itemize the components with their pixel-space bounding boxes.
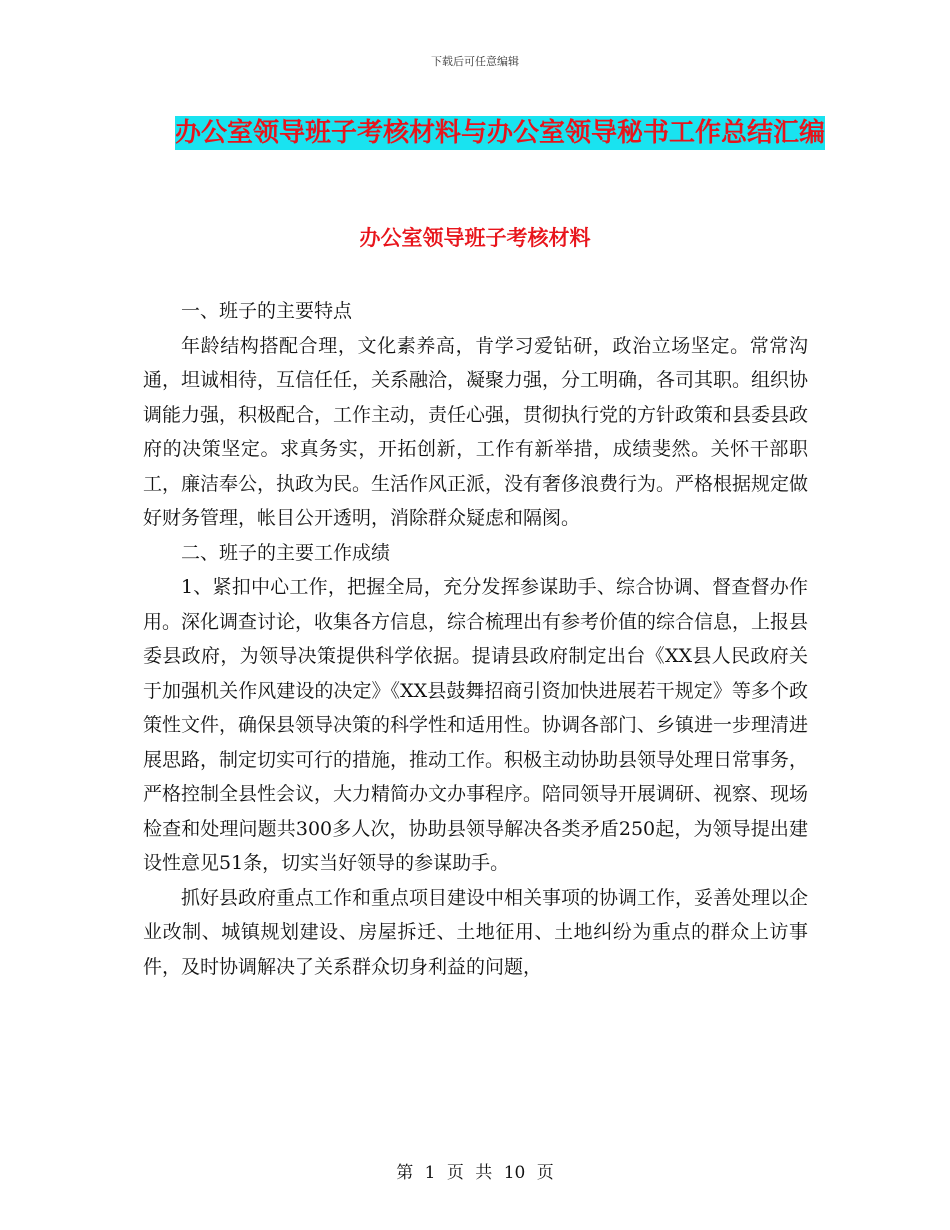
section-title: 办公室领导班子考核材料	[359, 226, 591, 250]
body-paragraph: 抓好县政府重点工作和重点项目建设中相关事项的协调工作，妥善处理以企业改制、城镇规划建设、房屋拆迁、土地征用、土地纠纷为重点的群众上访事件，及时协调解决了关系群众切身利益的问题，	[143, 886, 809, 978]
body-paragraph: 年龄结构搭配合理，文化素养高，肯学习爱钻研，政治立场坚定。常常沟通，坦诚相待，互信任任，关系融洽，凝聚力强，分工明确，各司其职。组织协调能力强，积极配合，工作主动，责任心强，贯彻执行党的方针政策和县委县政府的决策坚定。求真务实，开拓创新，工作有新举措，成绩斐然。关怀干部职工，廉洁奉公，执政为民。生活作风正派，没有奢侈浪费行为。严格根据规定做好财务管理，帐目公开透明，消除群众疑虑和隔阂。	[143, 334, 809, 529]
document-body	[143, 294, 808, 984]
document-title-text: 办公室领导班子考核材料与办公室领导秘书工作总结汇编	[174, 118, 825, 148]
document-title	[150, 108, 850, 158]
heading-paragraph: 二、班子的主要工作成绩	[181, 541, 391, 564]
body-paragraph: 1、紧扣中心工作，把握全局，充分发挥参谋助手、综合协调、督查督办作用。深化调查讨论，收集各方信息，综合梳理出有参考价值的综合信息，上报县委县政府，为领导决策提供科学依据。提请县政府制定出台《XX县人民政府关于加强机关作风建设的决定》《XX县鼓舞招商引资加快进展若干规定》等多个政策性文件，确保县领导决策的科学性和适用性。协调各部门、乡镇进一步理清进展思路，制定切实可行的措施，推动工作。积极主动协助县领导处理日常事务，严格控制全县性会议，大力精简办文办事程序。陪同领导开展调研、视察、现场检查和处理问题共300多人次，协助县领导解决各类矛盾250起，为领导提出建设性意见51条，切实当好领导的参谋助手。	[143, 576, 809, 874]
page-footer: 第 1 页 共 10 页	[396, 1163, 554, 1183]
header-note: 下载后可任意编辑	[431, 55, 519, 68]
heading-paragraph: 一、班子的主要特点	[181, 300, 353, 322]
